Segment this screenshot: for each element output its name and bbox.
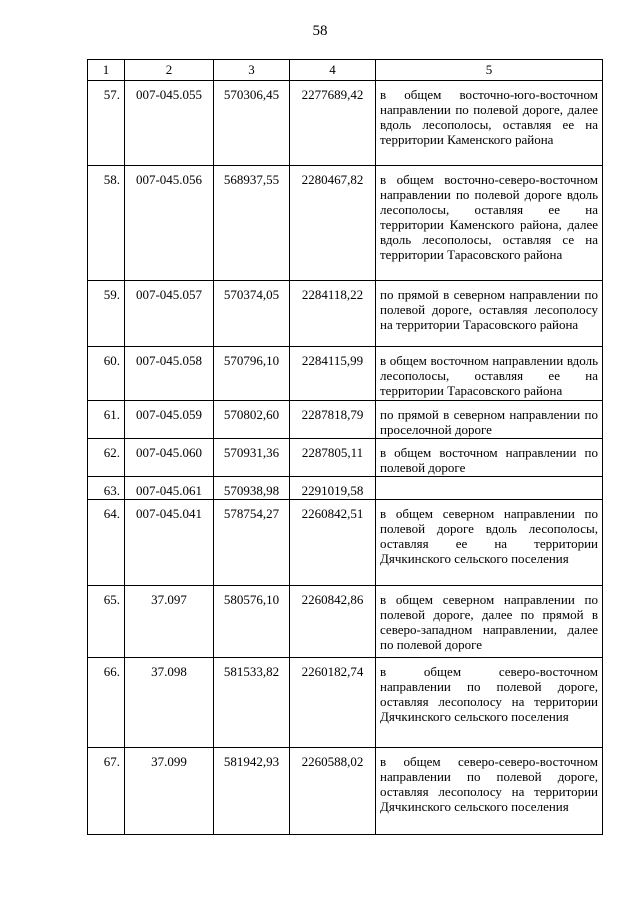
row-number: 65. (88, 586, 125, 658)
route-description: в общем восточном направлении по полевой дороге (376, 439, 603, 477)
coordinate-x: 581533,82 (214, 658, 290, 748)
route-description: в общем северном направлении по полевой дороге, далее по прямой в северо-западном направлении, далее по полевой дороге (376, 586, 603, 658)
route-description: по прямой в северном направлении по проселочной дороге (376, 401, 603, 439)
point-code: 007-045.059 (125, 401, 214, 439)
table-row (88, 347, 603, 401)
table-header-row (88, 60, 603, 81)
point-code: 007-045.041 (125, 500, 214, 586)
row-number: 59. (88, 281, 125, 347)
row-number: 64. (88, 500, 125, 586)
coordinate-y: 2291019,58 (290, 477, 376, 500)
coordinate-y: 2284118,22 (290, 281, 376, 347)
coordinate-x: 570374,05 (214, 281, 290, 347)
point-code: 007-045.055 (125, 81, 214, 166)
route-description: в общем восточном направлении вдоль лесополосы, оставляя ее на территории Тарасовского района (376, 347, 603, 401)
point-code: 007-045.057 (125, 281, 214, 347)
route-description: по прямой в северном направлении по полевой дороге, оставляя лесополосу на территории Тарасовского района (376, 281, 603, 347)
table-row (88, 281, 603, 347)
table-row (88, 81, 603, 166)
header-col-4: 4 (290, 60, 376, 81)
coordinate-y: 2260182,74 (290, 658, 376, 748)
coordinate-x: 581942,93 (214, 748, 290, 835)
point-code: 37.099 (125, 748, 214, 835)
point-code: 007-045.058 (125, 347, 214, 401)
coordinate-x: 570938,98 (214, 477, 290, 500)
coordinate-y: 2280467,82 (290, 166, 376, 281)
point-code: 37.097 (125, 586, 214, 658)
route-description: в общем северо-восточном направлении по полевой дороге, оставляя лесополосу на территории Дячкинского сельского поселения (376, 658, 603, 748)
table-row (88, 166, 603, 281)
coordinate-x: 570931,36 (214, 439, 290, 477)
header-col-3: 3 (214, 60, 290, 81)
row-number: 62. (88, 439, 125, 477)
route-description: в общем северо-северо-восточном направлении по полевой дороге, оставляя лесополосу на территории Дячкинского сельского поселения (376, 748, 603, 835)
point-code: 37.098 (125, 658, 214, 748)
coordinate-y: 2260588,02 (290, 748, 376, 835)
header-col-1: 1 (88, 60, 125, 81)
coordinate-x: 570802,60 (214, 401, 290, 439)
boundary-points-table (87, 59, 603, 835)
point-code: 007-045.061 (125, 477, 214, 500)
coordinate-y: 2287805,11 (290, 439, 376, 477)
row-number: 60. (88, 347, 125, 401)
coordinate-y: 2260842,86 (290, 586, 376, 658)
table-row (88, 401, 603, 439)
row-number: 63. (88, 477, 125, 500)
coordinate-x: 578754,27 (214, 500, 290, 586)
table-row (88, 586, 603, 658)
table-row (88, 748, 603, 835)
row-number: 61. (88, 401, 125, 439)
route-description: в общем северном направлении по полевой дороге вдоль лесополосы, оставляя ее на территории Дячкинского сельского поселения (376, 500, 603, 586)
coordinate-y: 2284115,99 (290, 347, 376, 401)
header-col-5: 5 (376, 60, 603, 81)
page-number: 58 (312, 23, 328, 39)
row-number: 57. (88, 81, 125, 166)
coordinate-x: 570306,45 (214, 81, 290, 166)
route-description: в общем восточно-северо-восточном направлении по полевой дороге вдоль лесополосы, оставляя ее на территории Каменского района, далее вдоль лесополосы, оставляя се на территории Тарасовского района (376, 166, 603, 281)
coordinate-y: 2287818,79 (290, 401, 376, 439)
table-row (88, 500, 603, 586)
coordinate-y: 2260842,51 (290, 500, 376, 586)
table-row (88, 658, 603, 748)
route-description (376, 477, 603, 500)
route-description: в общем восточно-юго-восточном направлении по полевой дороге, далее вдоль лесополосы, оставляя ее на территории Каменского района (376, 81, 603, 166)
table-row (88, 439, 603, 477)
row-number: 58. (88, 166, 125, 281)
coordinate-y: 2277689,42 (290, 81, 376, 166)
coordinate-x: 568937,55 (214, 166, 290, 281)
point-code: 007-045.056 (125, 166, 214, 281)
header-col-2: 2 (125, 60, 214, 81)
table-row (88, 477, 603, 500)
point-code: 007-045.060 (125, 439, 214, 477)
row-number: 66. (88, 658, 125, 748)
coordinate-x: 570796,10 (214, 347, 290, 401)
coordinate-x: 580576,10 (214, 586, 290, 658)
row-number: 67. (88, 748, 125, 835)
